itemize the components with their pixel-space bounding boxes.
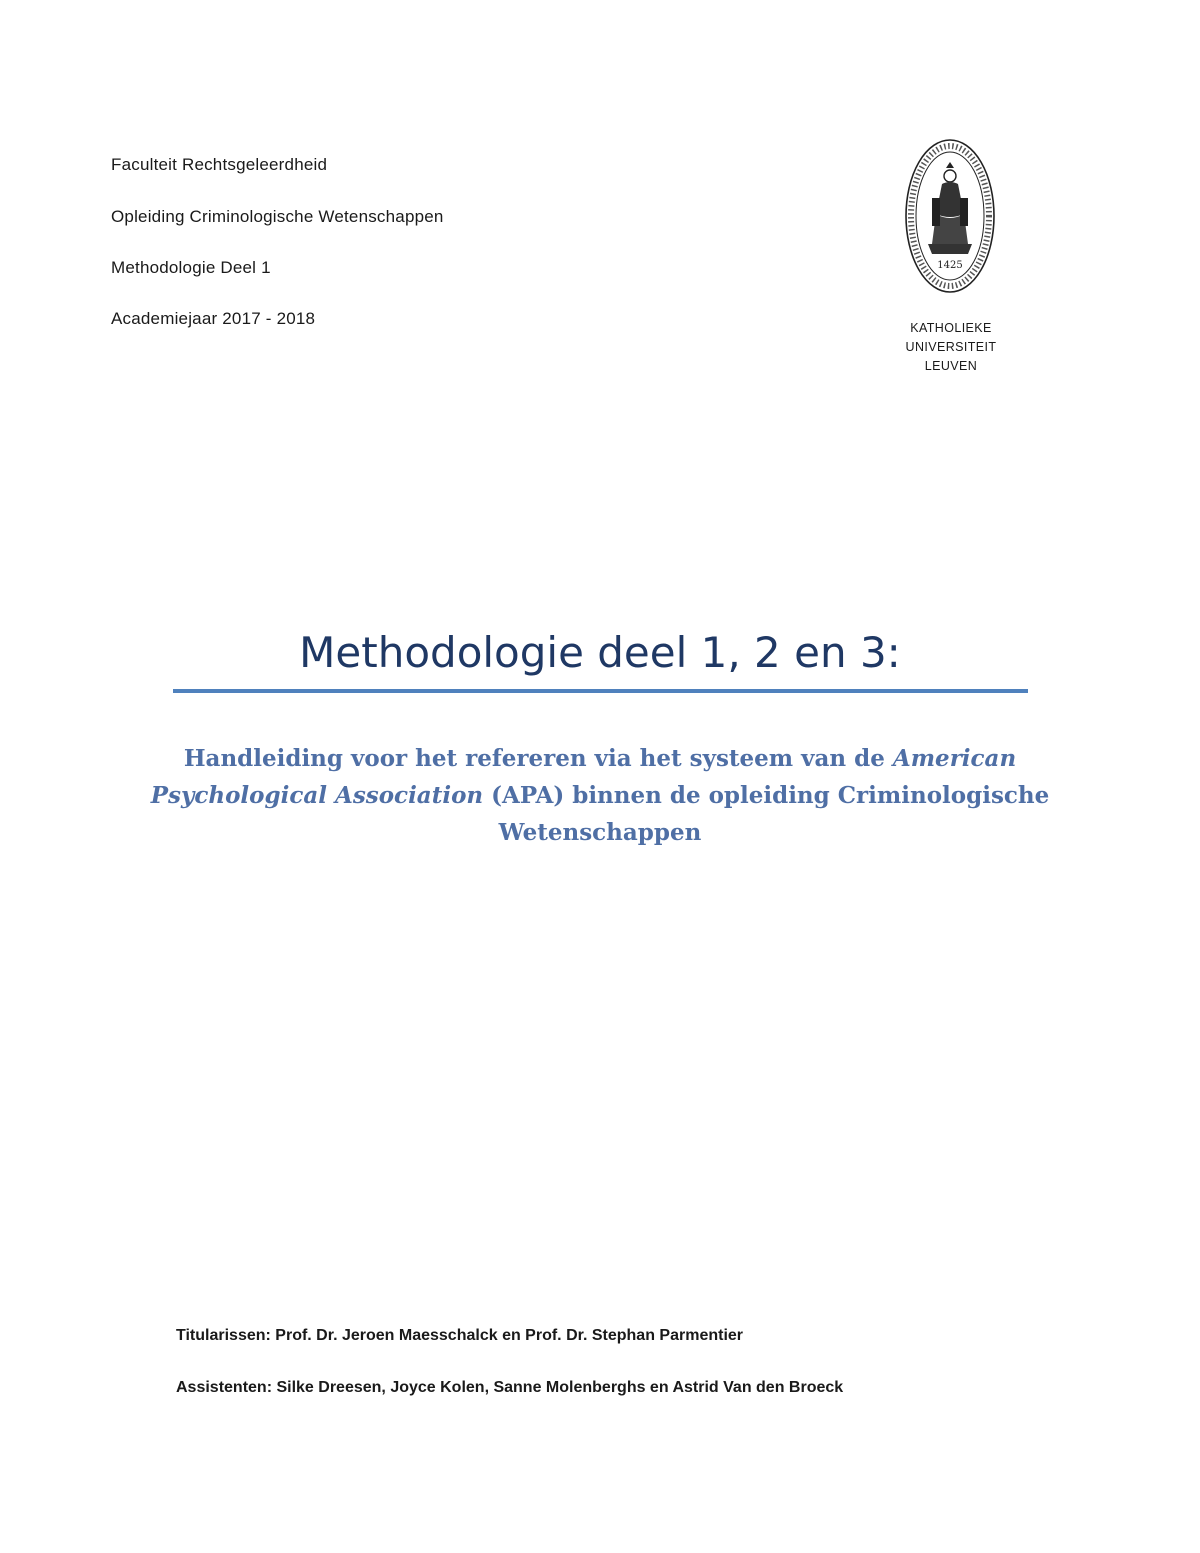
titularissen-line: Titularissen: Prof. Dr. Jeroen Maesschalck en Prof. Dr. Stephan Parmentier [176,1327,744,1344]
university-name-line3: LEUVEN [924,359,978,373]
program-label: Opleiding Criminologische Wetenschappen [111,207,444,226]
academic-year-label: Academiejaar 2017 - 2018 [111,309,316,328]
course-label: Methodologie Deel 1 [111,258,271,277]
document-subtitle [140,740,1060,851]
document-title: Methodologie deel 1, 2 en 3: [299,628,901,677]
faculty-label: Faculteit Rechtsgeleerdheid [111,155,328,174]
assistenten-line: Assistenten: Silke Dreesen, Joyce Kolen, Sanne Molenberghs en Astrid Van den Broeck [176,1379,844,1396]
subtitle-italic: American Psychological Association [150,745,1017,809]
subtitle-part2: (APA) binnen de opleiding Criminologische Wetenschappen [483,782,1050,846]
university-name-line1: KATHOLIEKE [910,321,992,335]
university-name-line2: UNIVERSITEIT [905,340,997,354]
seal-year: 1425 [937,260,963,271]
subtitle-part1: Handleiding voor het refereren via het systeem van de [183,745,893,772]
title-underline [173,689,1028,693]
university-seal-icon [902,136,998,296]
